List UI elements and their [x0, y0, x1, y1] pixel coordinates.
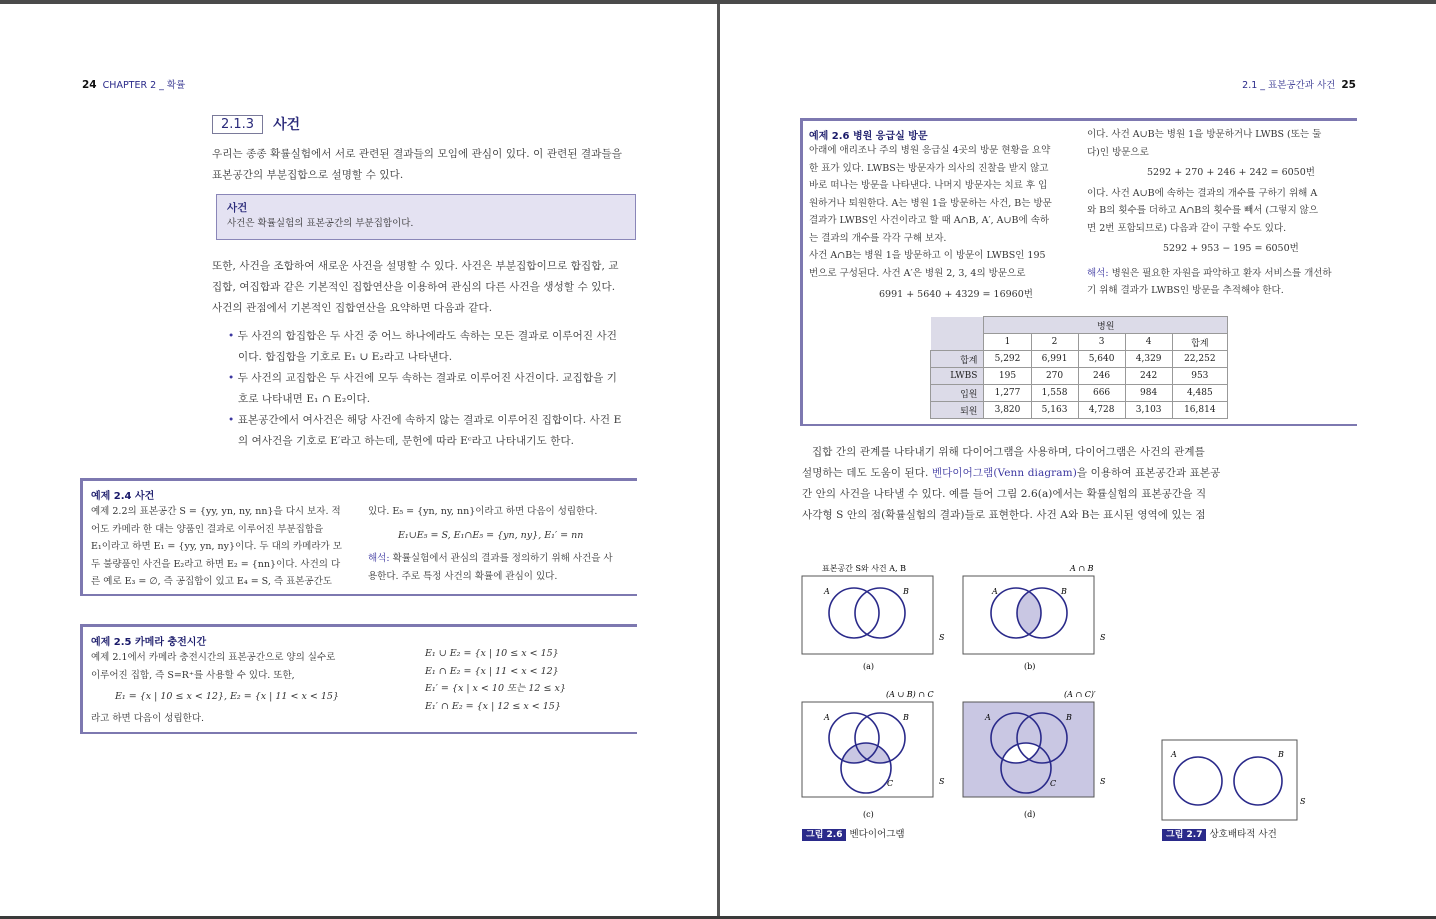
text-line: 집합 간의 관계를 나타내기 위해 다이어그램을 사용하며, 다이어그램은 사건의 관계를: [812, 446, 1205, 458]
equation: 6991 + 5640 + 4329 = 16960번: [879, 289, 1033, 300]
bullet-item: • 두 사건의 교집합은 두 사건에 모두 속하는 결과로 이루어진 사건이다. 교집합을 기: [228, 372, 618, 384]
text-line: [802, 463, 1232, 484]
venn-figures: [720, 554, 1436, 844]
text-line: 번으로 구성된다. 사건 A′은 병원 2, 3, 4의 방문으로: [809, 267, 1026, 279]
note-label: 해석:: [368, 553, 390, 564]
text-line: 우리는 종종 확률실험에서 서로 관련된 결과들의 모임에 관심이 있다. 이 관련된 결과들을: [212, 148, 622, 160]
venn-d-title: (A ∩ C)′: [1064, 690, 1096, 699]
text-line: 바로 떠나는 방문을 나타낸다. 나머지 방문자는 치료 후 입: [809, 180, 1048, 191]
equation: 5292 + 953 − 195 = 6050번: [1163, 243, 1299, 254]
text-line: 두 사건의 합집합은 두 사건 중 어느 하나에라도 속하는 모든 결과로 이루어진 사건: [237, 330, 618, 342]
table-cell: 16,814: [1172, 402, 1227, 419]
text-line: 호로 나타내면 E₁ ∩ E₂이다.: [238, 393, 371, 405]
text-line: 어도 카메라 한 대는 양품인 결과로 이루어진 부분집합을: [91, 523, 324, 535]
example-2-6-box: [800, 118, 1357, 426]
table-cell: 5,640: [1078, 351, 1125, 368]
figure-tag: 그림 2.6: [802, 829, 846, 841]
venn-a-title: 표본공간 S와 사건 A, B: [822, 564, 906, 573]
equation: 5292 + 270 + 246 + 242 = 6050번: [1147, 167, 1315, 178]
subcaption-b: (b): [1024, 662, 1036, 671]
subcaption-c: (c): [863, 810, 874, 819]
table-cell: 3,103: [1125, 402, 1172, 419]
chapter-label: CHAPTER 2 _ 확률: [102, 80, 186, 91]
section-title: 사건: [273, 117, 301, 133]
equation: E₁ ∩ E₂ = {x | 11 < x < 12}: [425, 665, 559, 677]
section-label: 2.1 _ 표본공간과 사건: [1242, 80, 1336, 91]
text-line: 표본공간에서 여사건은 해당 사건에 속하지 않는 결과로 이루어진 집합이다. 사건 E: [237, 414, 622, 426]
column-header: 4: [1125, 334, 1172, 351]
table-cell: 953: [1172, 368, 1227, 385]
text-line: 원하거나 퇴원한다. A는 병원 1을 방문하는 사건, B는 방문: [809, 197, 1052, 209]
table-cell: 195: [984, 368, 1031, 385]
venn-c-title: (A ∪ B) ∩ C: [886, 690, 934, 699]
subcaption-a: (a): [863, 662, 875, 671]
text-span: 설명하는 데도 도움이 된다.: [802, 467, 932, 479]
bullet-item: • 표본공간에서 여사건은 해당 사건에 속하지 않는 결과로 이루어진 집합이다. 사건 E: [228, 414, 622, 426]
text-line: 이다. 합집합을 기호로 E₁ ∪ E₂라고 나타낸다.: [238, 351, 453, 363]
text-line: 이다. 사건 A∪B에 속하는 결과의 개수를 구하기 위해 A: [1087, 187, 1318, 199]
label-a: A: [985, 713, 991, 722]
text-line: 아래에 애리조나 주의 병원 응급실 4곳의 방문 현황을 요약: [809, 145, 1051, 156]
left-running-header: [82, 77, 185, 91]
table-cell: 242: [1125, 368, 1172, 385]
definition-box: [216, 194, 636, 240]
row-header: 합계: [931, 351, 984, 368]
example-col-2: [368, 503, 638, 585]
table-group-header: 병원: [984, 317, 1228, 334]
hospital-table: [930, 316, 1228, 419]
table-cell: 3,820: [984, 402, 1031, 419]
figure-tag: 그림 2.7: [1162, 829, 1206, 841]
table-row: [931, 351, 1228, 368]
example-col-1: [91, 503, 361, 591]
text-line: 사각형 S 안의 점(확률실험의 결과)들로 표현한다. 사건 A와 B는 표시된 영역에 있는 점: [802, 509, 1206, 521]
label-s: S: [1300, 797, 1306, 806]
right-page: [720, 4, 1436, 916]
text-line: 사건의 관점에서 기본적인 집합연산을 요약하면 다음과 같다.: [212, 302, 493, 314]
row-header: 퇴원: [931, 402, 984, 419]
table-cell: 5,292: [984, 351, 1031, 368]
venn-diagram-c: [802, 690, 945, 819]
table-cell: 5,163: [1031, 402, 1078, 419]
note-label: 해석:: [1087, 267, 1109, 279]
interpretation-note: [1087, 265, 1357, 283]
bullet-list: [228, 326, 642, 452]
figure-caption-text: 벤다이어그램: [849, 829, 905, 840]
example-col-2: [425, 645, 635, 715]
figure-2-7-caption: [1162, 826, 1277, 840]
venn-diagram-a: [802, 563, 945, 671]
equation: E₁∪E₅ = S, E₁∩E₅ = {yn, ny}, E₁′ = nn: [398, 529, 584, 541]
example-col-1: [91, 649, 381, 727]
text-line: 결과가 LWBS인 사건이라고 할 때 A∩B, A′, A∪B에 속하: [809, 215, 1050, 226]
label-a: A: [992, 587, 998, 596]
sample-space-rect: [1162, 740, 1297, 820]
label-a: A: [824, 713, 830, 722]
text-line: 라고 하면 다음이 성립한다.: [91, 712, 205, 724]
subcaption-d: (d): [1024, 810, 1036, 819]
label-s: S: [1100, 633, 1106, 642]
text-line: 두 사건의 교집합은 두 사건에 모두 속하는 결과로 이루어진 사건이다. 교집합을 기: [237, 372, 618, 384]
table-row: [931, 402, 1228, 419]
section-number: 2.1.3: [212, 115, 263, 134]
label-a: A: [824, 587, 830, 596]
text-line: 또한, 사건을 조합하여 새로운 사건을 설명할 수 있다. 사건은 부분집합이므로 합집합, 교: [212, 260, 619, 272]
example-title: 예제 2.4 사건: [91, 491, 155, 502]
example-2-5-box: [80, 624, 637, 734]
text-line: 병원은 필요한 자원을 파악하고 환자 서비스를 개선하: [1108, 267, 1332, 279]
definition-text: 사건은 확률실험의 표본공간의 부분집합이다.: [227, 218, 414, 229]
text-line: 두 불량품인 사건을 E₂라고 하면 E₂ = {nn}이다. 사건의 다: [91, 558, 341, 570]
example-title: 예제 2.5 카메라 충전시간: [91, 637, 207, 648]
text-line: 른 예로 E₃ = ∅, 즉 공집합이 있고 E₄ = S, 즉 표본공간도: [91, 576, 332, 587]
column-header: 1: [984, 334, 1031, 351]
label-b: B: [1278, 750, 1284, 759]
bullet-item: • 두 사건의 합집합은 두 사건 중 어느 하나에라도 속하는 모든 결과로 이루어진 사건: [228, 330, 618, 342]
text-line: 예제 2.1에서 카메라 충전시간의 표본공간으로 양의 실수로: [91, 652, 336, 663]
venn-term: 벤다이어그램(Venn diagram): [931, 467, 1077, 479]
venn-paragraph: [802, 442, 1232, 526]
text-line: 예제 2.2의 표본공간 S = {yy, yn, ny, nn}을 다시 보자. 적: [91, 506, 341, 517]
label-c: C: [887, 779, 894, 788]
text-span: 을 이용하여 표본공간과 표본공: [1076, 467, 1221, 479]
text-line: 면 2번 포함되므로) 다음과 같이 구할 수도 있다.: [1087, 222, 1287, 234]
text-line: 용한다. 주로 특정 사건의 확률에 관심이 있다.: [368, 570, 558, 582]
label-b: B: [1061, 587, 1067, 596]
text-line: 기 위해 결과가 LWBS인 방문을 추적해야 한다.: [1087, 285, 1284, 296]
table-cell: 4,329: [1125, 351, 1172, 368]
text-line: 이다. 사건 A∪B는 병원 1을 방문하거나 LWBS (또는 둘: [1087, 129, 1322, 140]
right-running-header: [1242, 77, 1356, 91]
left-page: [0, 4, 717, 916]
table-cell: 246: [1078, 368, 1125, 385]
right-page-number: 25: [1341, 79, 1356, 91]
column-header: 3: [1078, 334, 1125, 351]
text-line: 다)인 방문으로: [1087, 146, 1149, 158]
table-row: [931, 385, 1228, 402]
table-cell: 6,991: [1031, 351, 1078, 368]
text-line: 간 안의 사건을 나타낼 수 있다. 예를 들어 그림 2.6(a)에서는 확률실험의 표본공간을 직: [802, 488, 1207, 500]
label-b: B: [1066, 713, 1072, 722]
sample-space-rect: [802, 576, 933, 654]
example-col-2: [1087, 126, 1357, 300]
table-cell: 270: [1031, 368, 1078, 385]
text-line: 있다. E₅ = {yn, ny, nn}이라고 하면 다음이 성립한다.: [368, 506, 598, 517]
intro-paragraph: [212, 144, 642, 186]
table-row: [931, 368, 1228, 385]
label-b: B: [903, 587, 909, 596]
table-cell: 4,728: [1078, 402, 1125, 419]
text-line: 한 표가 있다. LWBS는 방문자가 의사의 진찰을 받지 않고: [809, 162, 1049, 174]
venn-b-title: A ∩ B: [1070, 564, 1094, 573]
left-page-number: 24: [82, 79, 97, 91]
column-header: 합계: [1172, 334, 1227, 351]
venn-diagram-d: [963, 690, 1106, 819]
text-line: 표본공간의 부분집합으로 설명할 수 있다.: [212, 169, 404, 181]
label-s: S: [1100, 777, 1106, 786]
text-line: E₁이라고 하면 E₁ = {yy, yn, ny}이다. 두 대의 카메라가 모: [91, 541, 342, 552]
label-a: A: [1171, 750, 1177, 759]
table-cell: 4,485: [1172, 385, 1227, 402]
label-s: S: [939, 777, 945, 786]
example-col-1: [809, 142, 1077, 304]
text-line: 사건 A∩B는 병원 1을 방문하고 이 방문이 LWBS인 195: [809, 250, 1046, 261]
text-line: 는 결과의 개수를 각각 구해 보자.: [809, 232, 947, 244]
label-s: S: [939, 633, 945, 642]
text-line: 의 여사건을 기호로 E′라고 하는데, 문헌에 따라 Eᶜ라고 나타내기도 한다.: [238, 435, 575, 447]
text-line: 집합, 여집합과 같은 기본적인 집합연산을 이용하여 관심의 다른 사건을 생성할 수 있다.: [212, 281, 616, 293]
definition-title: 사건: [227, 202, 248, 214]
table-cell: 1,558: [1031, 385, 1078, 402]
interpretation-note: [368, 550, 638, 568]
equation: E₁′ = {x | x < 10 또는 12 ≤ x}: [425, 683, 566, 694]
table-cell: 22,252: [1172, 351, 1227, 368]
table-cell: 984: [1125, 385, 1172, 402]
row-header: LWBS: [931, 368, 984, 385]
text-line: 이루어진 집합, 즉 S=R⁺를 사용할 수 있다. 또한,: [91, 669, 295, 681]
equation: E₁ ∪ E₂ = {x | 10 ≤ x < 15}: [425, 648, 559, 659]
text-line: 와 B의 횟수를 더하고 A∩B의 횟수를 빼서 (그렇지 않으: [1087, 205, 1319, 216]
set-operations-paragraph: [212, 256, 642, 319]
row-header: 입원: [931, 385, 984, 402]
venn-mutually-exclusive: [1162, 740, 1306, 820]
venn-diagram-b: [963, 564, 1106, 671]
equation: E₁′ ∩ E₂ = {x | 12 ≤ x < 15}: [425, 700, 561, 712]
label-c: C: [1050, 779, 1057, 788]
example-2-4-box: [80, 478, 637, 596]
table-cell: 1,277: [984, 385, 1031, 402]
example-title: 예제 2.6 병원 응급실 방문: [809, 131, 928, 142]
table-cell: 666: [1078, 385, 1125, 402]
equation: E₁ = {x | 10 ≤ x < 12}, E₂ = {x | 11 < x < 15}: [115, 691, 339, 702]
figure-2-6-caption: [802, 826, 905, 840]
label-b: B: [903, 713, 909, 722]
column-header: 2: [1031, 334, 1078, 351]
section-heading: [212, 114, 300, 134]
figure-caption-text: 상호배타적 사건: [1209, 829, 1277, 840]
text-line: 확률실험에서 관심의 결과를 정의하기 위해 사건을 사: [389, 553, 613, 564]
